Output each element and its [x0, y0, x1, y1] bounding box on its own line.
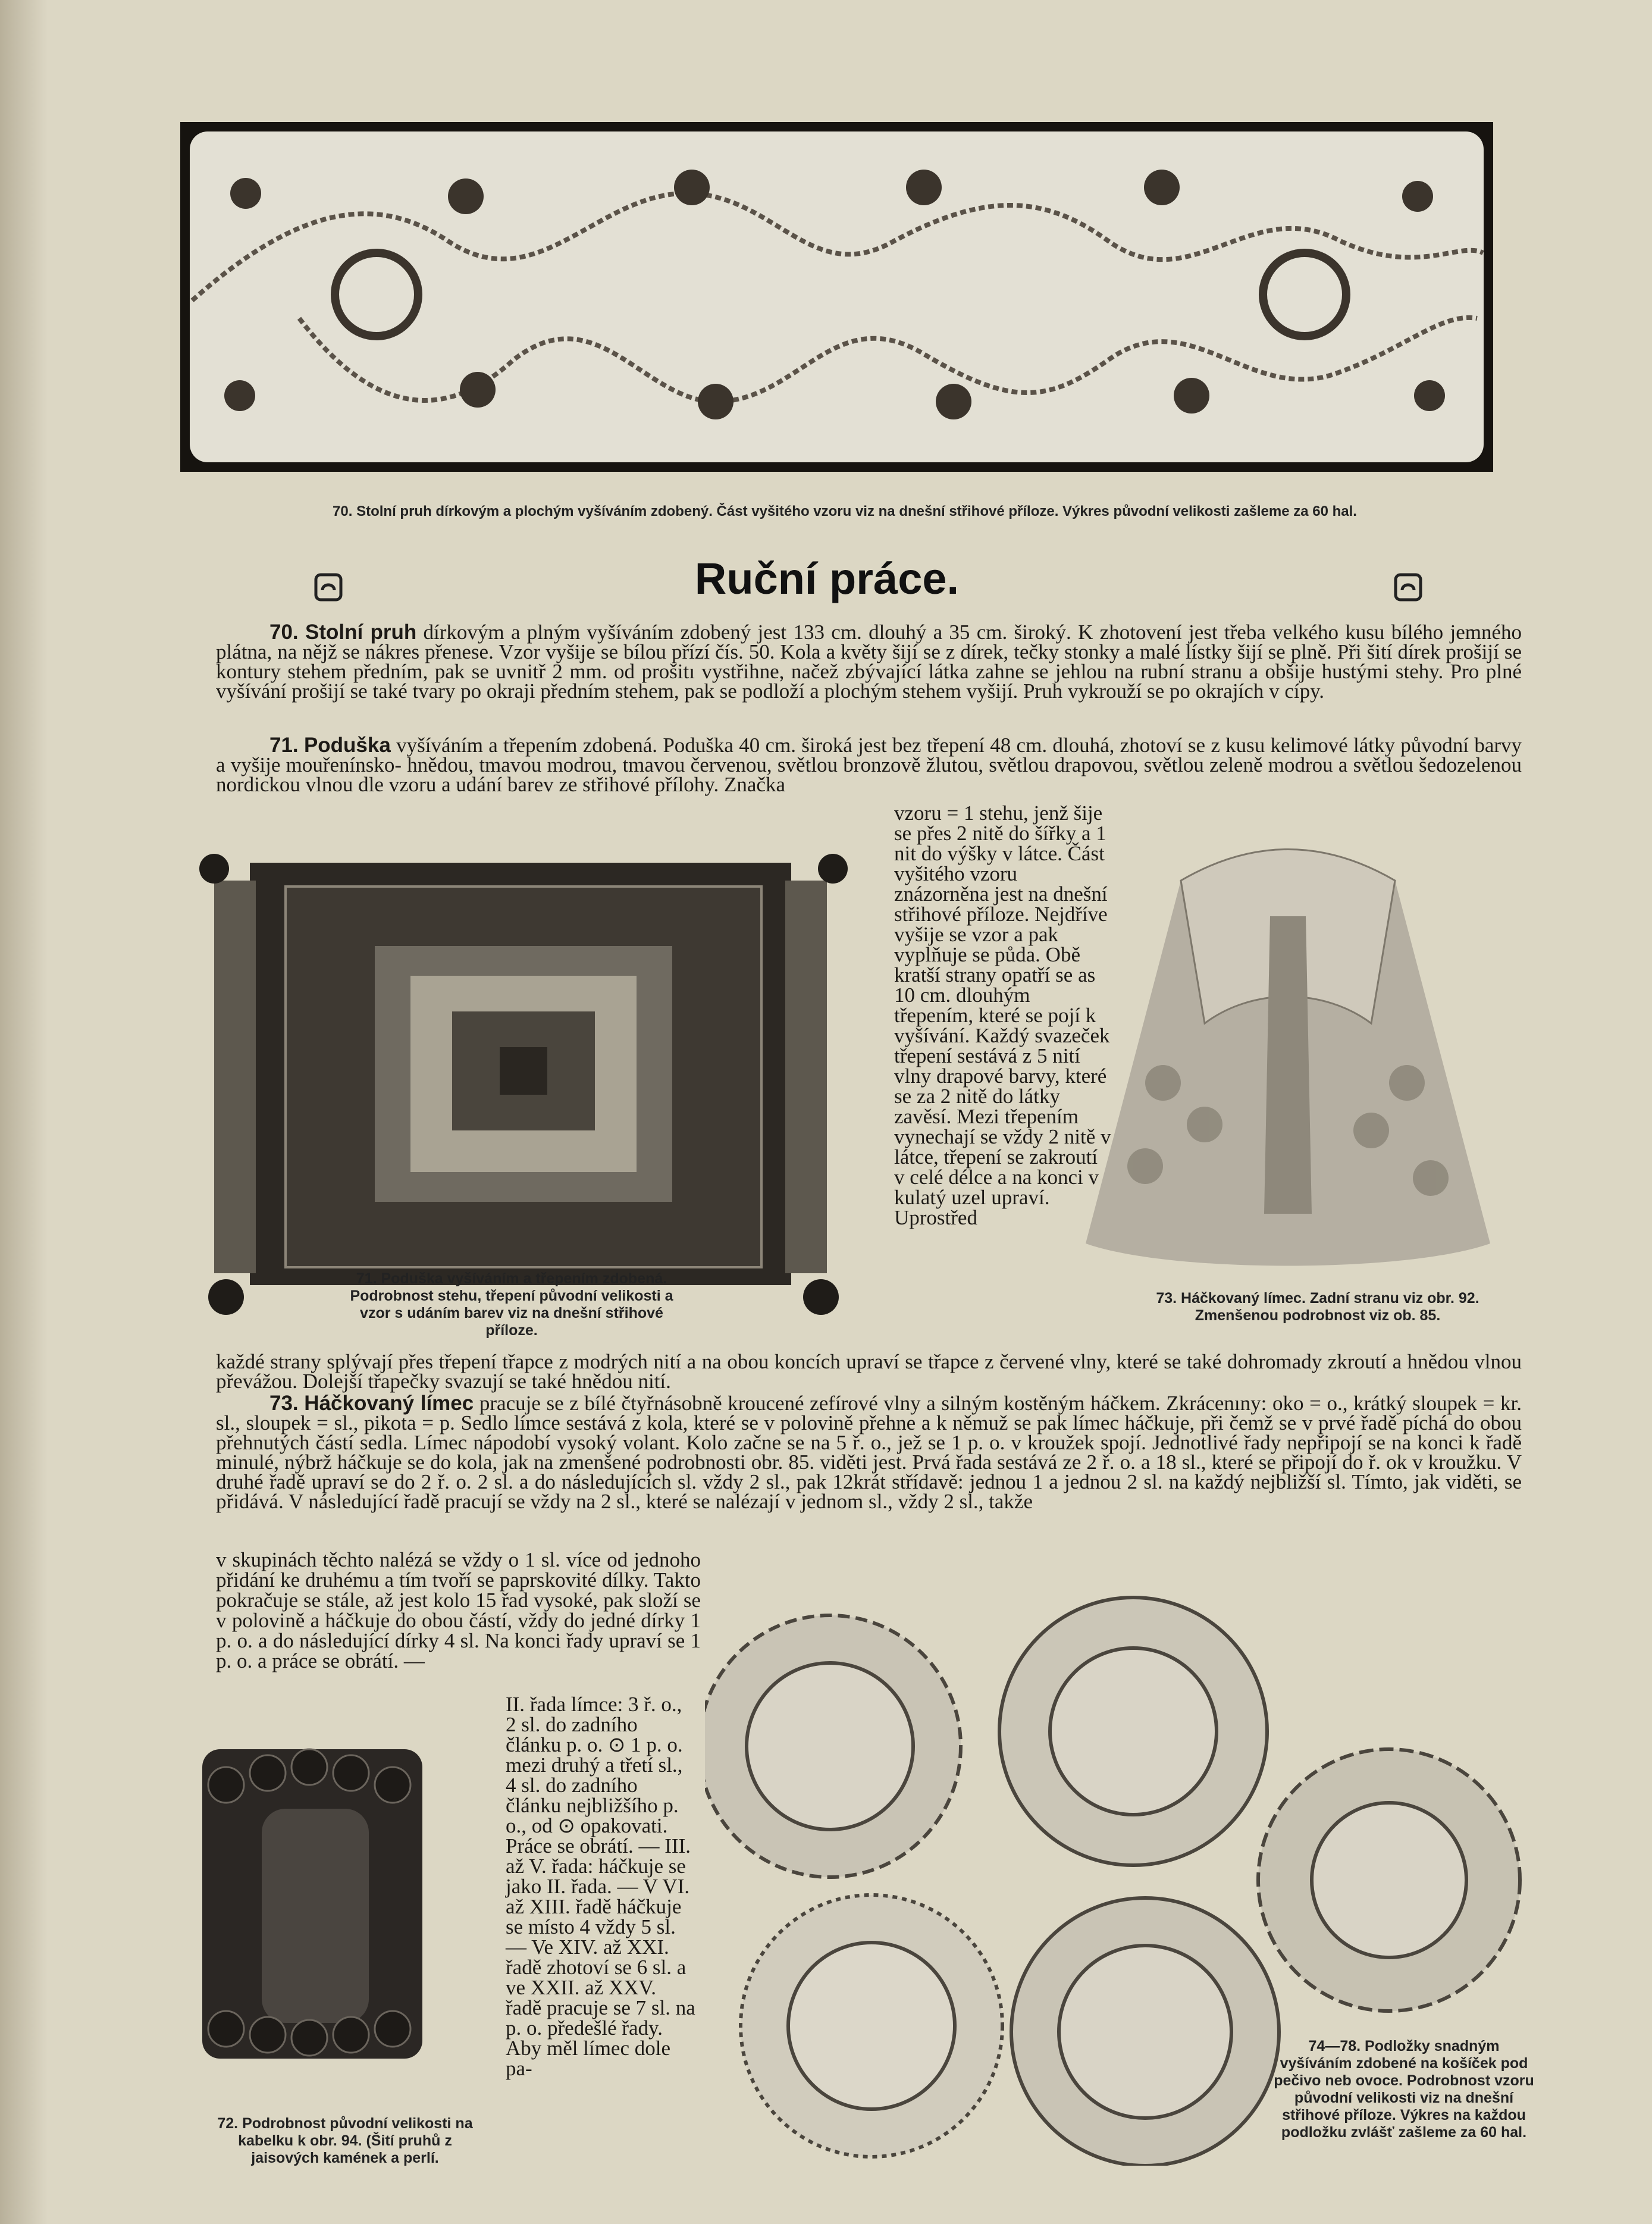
- page-title: Ruční práce.: [694, 554, 960, 603]
- figure-73-crocheted-collar: [1074, 845, 1502, 1279]
- figure-71-cushion: [190, 845, 857, 1327]
- paragraph-73-heading: Háčkovaný límec: [304, 1392, 474, 1415]
- paragraph-73-column-1: v skupinách těchto nalézá se vždy o 1 sl. více od jednoho přidání ke druhému a tím tvoří se paprskovité dílky. Takto pokračuje se stále, až jest kolo 15 řad vysoké, pak složí se v polovině a háčkuje do obou částí, vždy do jedné dírky 1 p. o. a do následující dírky 4 sl. Na konci řady upraví se 1 p. o. a práce se obrátí. —: [216, 1548, 701, 1672]
- purse-illustration: [190, 1737, 434, 2070]
- paragraph-70: [216, 622, 1522, 701]
- figure-72-beaded-purse: [190, 1737, 434, 2070]
- page-gutter-shadow: [0, 0, 48, 2224]
- figure-71-caption: 71. Poduška vyšíváním a třepením zdobená. Podrobnost stehu, třepení původní velikosti a vzor s udáním barev viz na dnešní střihové příloze.: [350, 1270, 673, 1339]
- figure-73-caption: 73. Háčkovaný límec. Zadní stranu viz obr. 92. Zmenšenou podrobnost viz ob. 85.: [1156, 1290, 1479, 1324]
- paragraph-73-number: 73.: [269, 1392, 299, 1415]
- cushion-illustration: [190, 845, 857, 1327]
- paragraph-71: [216, 735, 1522, 794]
- paragraph-71-number: 71.: [269, 734, 299, 757]
- paragraph-73: [216, 1393, 1522, 1511]
- paragraph-71-column: vzoru = 1 stehu, jenž šije se přes 2 nitě do šířky a 1 nit do výšky v látce. Část vyšitého vzoru znázorněna jest na dnešní střihové příloze. Nejdříve vyšije se vzor a pak vyplňuje se půda. Obě kratší strany opatří se as 10 cm. dlouhým třepením, které se pojí k vyšívání. Každý svazeček třepení sestává z 5 nití vlny drapové barvy, které se za 2 nitě do látky zavěsí. Mezi třepením vynechají se vždy 2 nitě v látce, třepení se zakroutí v celé délce a na konci v kulatý uzel upraví. Uprostřed: [894, 801, 1111, 1229]
- paragraph-70-number: 70.: [269, 621, 299, 644]
- paragraph-73-column-2: II. řada límce: 3 ř. o., 2 sl. do zadního článku p. o. ⊙ 1 p. o. mezi druhý a třetí sl., 4 sl. do zadního článku nejbližšího p. o., od ⊙ opakovati. Práce se obrátí. — III. až V. řada: háčkuje se jako II. řada. — V VI. až XIII. řadě háčkuje se místo 4 vždy 5 sl. — Ve XIV. až XXI. řadě zhotoví se 6 sl. a ve XXII. až XXV. řadě pracuje se 7 sl. na p. o. předešlé řady. Aby měl límec dole pa-: [506, 1693, 695, 2080]
- figure-70-caption: 70. Stolní pruh dírkovým a plochým vyšíváním zdobený. Část vyšitého vzoru viz na dnešní střihové příloze. Výkres původní velikosti zašleme za 60 hal.: [333, 503, 1357, 519]
- figure-72-caption: 72. Podrobnost původní velikosti na kabelku k obr. 94. (Šití pruhů z jaisových kamének a perlí.: [217, 2115, 473, 2166]
- figures-74-78-caption: 74—78. Podložky snadným vyšíváním zdobené na košíček pod pečivo neb ovoce. Podrobnost vzoru původní velikosti viz na dnešní střihové příloze. Výkres na každou podložku zvlášť zašleme za 60 hal.: [1274, 2038, 1534, 2141]
- decorative-ornament-icon: [1393, 572, 1423, 602]
- figure-70-table-runner: [180, 122, 1493, 472]
- paragraph-71-heading: Poduška: [303, 734, 391, 757]
- paragraph-73-text: pracuje se z bílé čtyřnásobně kroucené zefírové vlny a silným kostěným háčkem. Zkrácenıny: oko = o., krátký sloupek = kr. sl., sloupek = sl., pikota = p. Sedlo límce sestává z kola, které se v polovině přehne a k němuž se pak límec háčkuje, při čemž se v prvé řadě píchá do obou přehnutých částí sedla. Límec nápodobí vysoký volant. Kolo začne se na 5 ř. o., jež se 1 p. o. v kroužek spojí. Jednotlivé řady nepřipojí se na konci k řadě minulé, nýbrž háčkuje se do kola, jak na zmenšené podrobnosti obr. 85. viděti jest. Prvá řada sestává ze 2 ř. o. a 18 sl., které se připojí do ř. ok v kroužku. V druhé řadě upraví se do 2 ř. o. 2 sl. a do následujících sl. vždy 2 sl., pak 12krát střídavě: jednou 1 a jednou 2 sl. na každý nejbližší sl. Tímto, jak viděti, se přidává. V následující řadě pracují se vždy na 2 sl., které se nalézají v jednom sl., vždy 2 sl., takže: [216, 1392, 1522, 1513]
- collar-illustration: [1074, 845, 1502, 1279]
- table-runner-illustration: [180, 122, 1493, 472]
- paragraph-71-continuation: každé strany splývají přes třepení třapce z modrých nití a na obou koncích upraví se třapce z červené vlny, které se také dohromady zkroutí a hnědou vlnou převážou. Dolejší třapečky svazují se také hnědou nití.: [216, 1350, 1522, 1393]
- decorative-ornament-icon: [314, 572, 343, 602]
- paragraph-71-text: vyšíváním a třepením zdobená. Poduška 40 cm. široká jest bez třepení 48 cm. dlouhá, zhotoví se z kusu kelimové látky původní barvy a vyšije mouřenínsko- hnědou, tmavou modrou, tmavou červenou, světlou bronzově žlutou, světlou drapovou, světlou zeleně modrou a světlou šedozelenou nordickou vlnou dle vzoru a udání barev ze střihové přílohy. Značka: [216, 734, 1522, 796]
- paragraph-70-heading: Stolní pruh: [305, 621, 417, 644]
- paragraph-70-text: dírkovým a plným vyšíváním zdobený jest 133 cm. dlouhý a 35 cm. široký. K zhotovení jest třeba velkého kusu bílého jemného plátna, na nějž se nákres přenese. Vzor vyšije se bílou přízí čís. 50. Kola a květy šijí se z dírek, tečky stonky a malé lístky šijí se plně. Při šití dírek prošijí se kontury stehem předním, pak se uvnitř 2 mm. od prošitı vystřihne, načež zbývající látka zahne se jehlou na rubní stranu a obšije hustými stehy. Pro plné vyšívání prošijí se také tvary po okraji předním stehem, pak se podloží a plochým stehem vyšijí. Pruh vykrouží se po okrajích v cípy.: [216, 621, 1522, 703]
